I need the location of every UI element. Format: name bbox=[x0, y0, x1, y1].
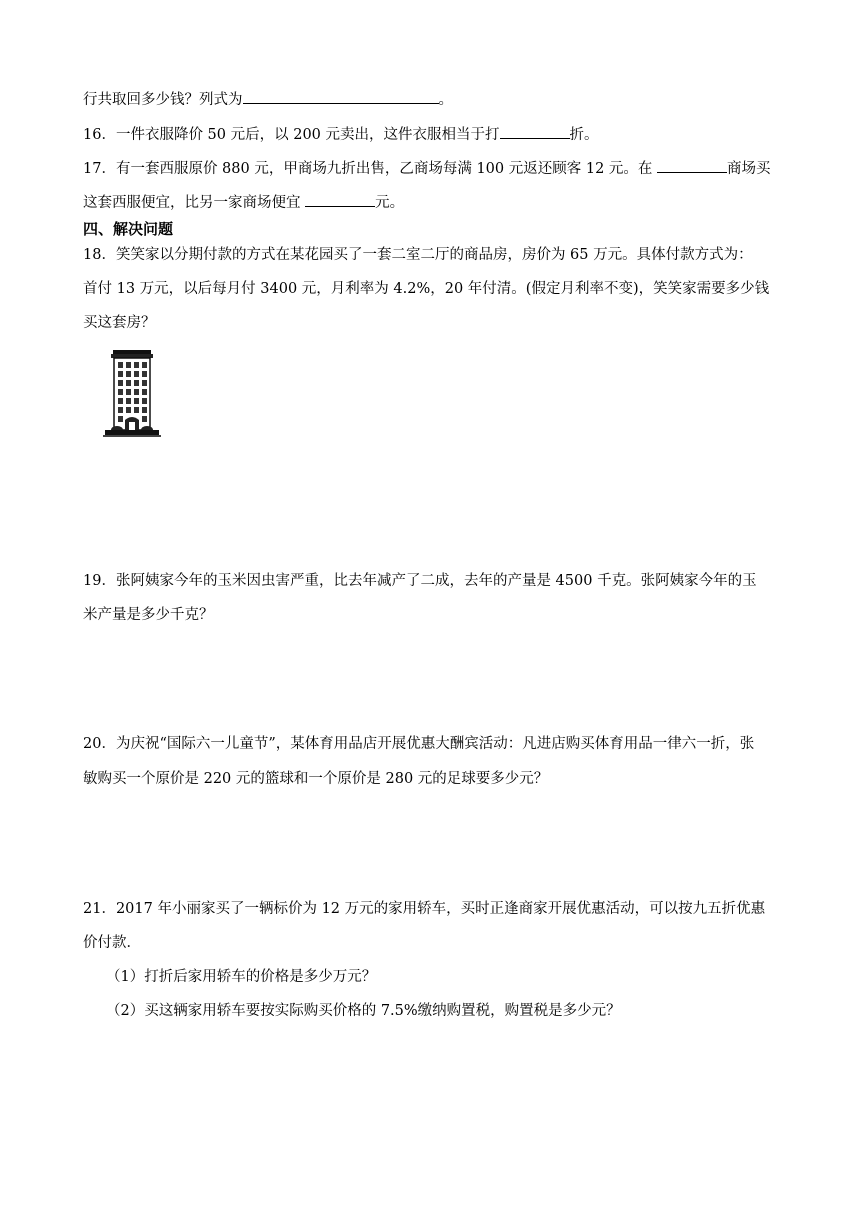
apartment-building-icon bbox=[103, 350, 161, 442]
q21-line1: 2017 年小丽家买了一辆标价为 12 万元的家用轿车，买时正逢商家开展优惠活动，可以按九五折优惠 bbox=[115, 901, 766, 917]
question-21-sub1 bbox=[106, 967, 376, 987]
question-20-line1 bbox=[83, 734, 754, 754]
q16-text: 一件衣服降价 50 元后，以 200 元卖出，这件衣服相当于打 bbox=[115, 127, 500, 143]
q20-line2: 敏购买一个原价是 220 元的篮球和一个原价是 280 元的足球要多少元？ bbox=[83, 771, 549, 787]
q20-line1: 为庆祝“国际六一儿童节”，某体育用品店开展优惠大酬宾活动：凡进店购买体育用品一律六一折，张 bbox=[115, 736, 755, 752]
q15-answer-blank[interactable] bbox=[243, 89, 439, 104]
q16-text-after: 折。 bbox=[569, 127, 599, 143]
question-18-line2 bbox=[83, 279, 769, 299]
q21-number: 21． bbox=[83, 901, 116, 917]
q15-end: 。 bbox=[438, 92, 453, 108]
question-20-line2 bbox=[83, 769, 548, 789]
q16-number: 16． bbox=[83, 127, 116, 143]
q18-line1: 笑笑家以分期付款的方式在某花园买了一套二室二厅的商品房，房价为 65 万元。具体付款方式为： bbox=[115, 247, 753, 263]
question-18-line1 bbox=[83, 245, 753, 265]
q17-line1: 有一套西服原价 880 元，甲商场九折出售，乙商场每满 100 元返还顾客 12 元。在 bbox=[115, 161, 653, 177]
q18-line3: 买这套房？ bbox=[83, 315, 156, 331]
q17-line1-after: 商场买 bbox=[727, 161, 771, 177]
q16-answer-blank[interactable] bbox=[500, 124, 570, 139]
question-17-line1 bbox=[83, 158, 771, 179]
question-18-line3 bbox=[83, 313, 156, 333]
q15-continuation bbox=[83, 89, 453, 110]
q21-sub1: （1）打折后家用轿车的价格是多少万元？ bbox=[106, 969, 377, 985]
q17-line2-after: 元。 bbox=[375, 195, 405, 211]
question-21-line1 bbox=[83, 899, 765, 919]
q17-answer-blank-2[interactable] bbox=[305, 192, 375, 207]
question-16 bbox=[83, 124, 599, 145]
q17-line2: 这套西服便宜，比另一家商场便宜 bbox=[83, 195, 301, 211]
q21-sub2: （2）买这辆家用轿车要按实际购买价格的 7.5%缴纳购置税，购置税是多少元？ bbox=[106, 1003, 621, 1019]
q18-number: 18． bbox=[83, 247, 116, 263]
question-21-sub2 bbox=[106, 1001, 621, 1021]
q19-line1: 张阿姨家今年的玉米因虫害严重，比去年减产了二成，去年的产量是 4500 千克。张阿姨家今年的玉 bbox=[115, 573, 757, 589]
q20-number: 20． bbox=[83, 736, 116, 752]
question-17-line2 bbox=[83, 192, 404, 213]
q18-line2: 首付 13 万元，以后每月付 3400 元，月利率为 4.2%，20 年付清。(假定月利率不变)，笑笑家需要多少钱 bbox=[83, 281, 770, 297]
question-19-line2 bbox=[83, 605, 214, 625]
q15-text: 行共取回多少钱？列式为 bbox=[83, 92, 243, 108]
question-21-line2 bbox=[83, 933, 141, 953]
section-title: 四、解决问题 bbox=[83, 220, 174, 238]
q17-number: 17． bbox=[83, 161, 116, 177]
question-19-line1 bbox=[83, 571, 757, 591]
q19-number: 19． bbox=[83, 573, 116, 589]
q19-line2: 米产量是多少千克？ bbox=[83, 607, 214, 623]
q17-answer-blank-1[interactable] bbox=[657, 158, 727, 173]
q21-line2: 价付款． bbox=[83, 935, 141, 951]
